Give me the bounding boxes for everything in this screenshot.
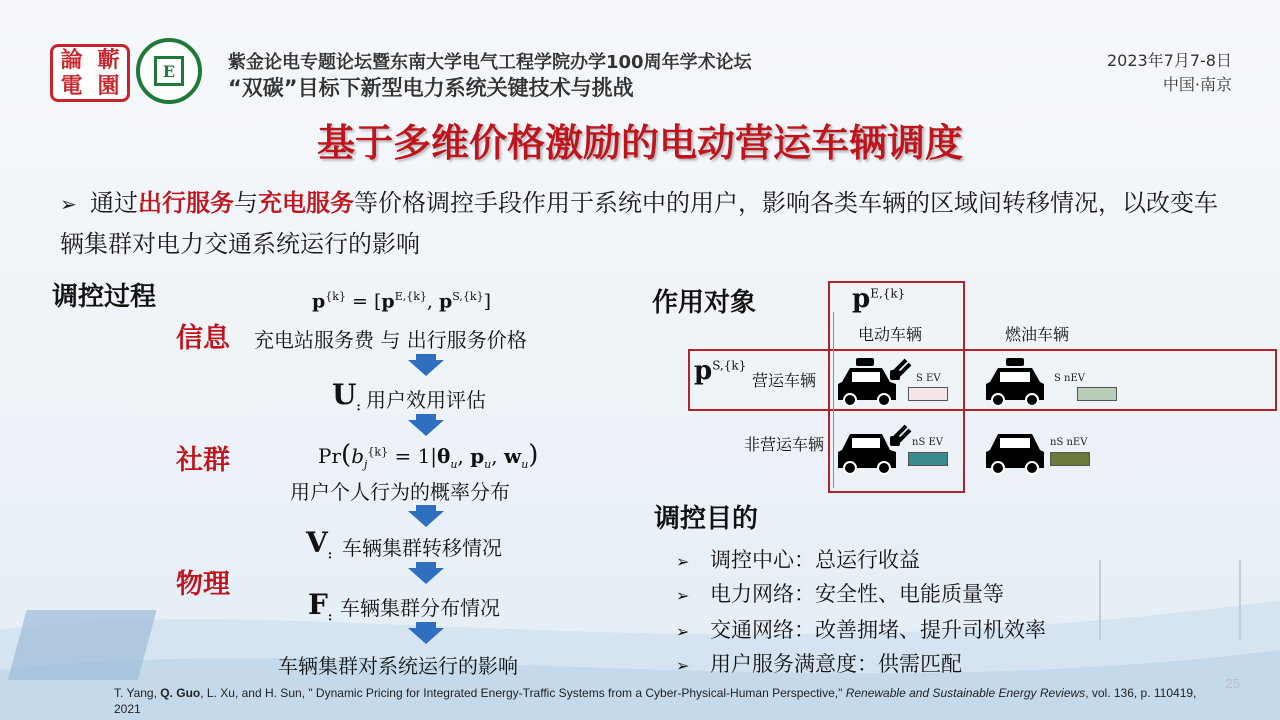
intro-highlight: 充电服务 [258,189,354,217]
flow-step-behavior: 用户个人行为的概率分布 [290,480,510,504]
bullet-icon: ➢ [676,656,690,675]
physical-label: 物理 [176,569,230,600]
seal-char: 園 [97,73,120,99]
swatch-label: S nEV [1054,373,1085,384]
seal-logo [50,44,130,102]
intro-text: 通过 [90,189,138,217]
intro-text: 等价格调控手段作用于系统中的用户，影响各类车辆的区域间转移情况，以改变车辆集群对电力交通系统运行的影响 [60,189,1218,258]
swatch-s-ev [908,387,948,401]
event-location: 中国·南京 [1162,75,1232,94]
bullet-icon: ➢ [676,586,690,605]
down-arrow-icon [408,562,444,584]
fuel-taxi-icon [984,356,1048,408]
bullet-icon: ➢ [676,552,690,571]
slide-title: 基于多维价格激励的电动营运车辆调度 [316,121,963,165]
info-label: 信息 [176,323,230,354]
swatch-ns-nev [1050,452,1090,466]
flow-step-utility: 用户效用评估 [366,388,486,412]
university-logo [136,38,202,104]
social-label: 社群 [176,445,230,476]
reference-citation: T. Yang, Q. Guo, L. Xu, and H. Sun, " Dynamic Pricing for Integrated Energy-Traffic Systems from a Cyber-Physical-Human Perspective," Renewable and Sustainable Energy Reviews, vol. 136, p. 110419, 2021 [114,686,1197,716]
electric-car-icon [836,420,916,476]
swatch-ns-ev [908,452,948,466]
down-arrow-icon [408,622,444,644]
bullet-icon: ➢ [676,622,690,641]
intro-highlight: 出行服务 [138,189,234,217]
intro-paragraph [60,183,1230,264]
flow-step-impact: 车辆集群对系统运行的影响 [278,654,518,678]
down-arrow-icon [408,414,444,436]
goal-heading: 调控目的 [654,504,759,534]
swatch-label: S EV [916,373,941,384]
goal-item: ➢ 交通网络：改善拥堵、提升司机效率 [676,618,1046,642]
event-date: 2023年7月7-8日 [1106,51,1232,70]
flow-step-distribution: 车辆集群分布情况 [340,596,500,620]
flow-step-transfer: 车辆集群转移情况 [342,536,502,560]
electric-taxi-icon [836,356,916,408]
seal-char: 電 [60,73,83,99]
fuel-car-icon [984,424,1048,476]
down-arrow-icon [408,354,444,376]
swatch-s-nev [1077,387,1117,401]
goal-item: ➢ 用户服务满意度：供需匹配 [676,652,962,676]
seal-char: 論 [60,47,83,73]
table-divider [833,312,834,488]
swatch-label: nS nEV [1050,437,1088,448]
price-vector-formula: $p^{\{k\}} = [p^{E,\{k\}}$, $p^{S,\{k\}}$] [312,290,492,313]
page-number: 25 [1225,676,1240,691]
bullet-icon: ➢ [60,192,77,216]
f-symbol: $F_:$ [308,588,333,624]
goal-item: ➢ 电力网络：安全性、电能质量等 [676,582,1004,606]
pe-label: $p^{E,\{k\}}$ [852,284,906,314]
target-heading: 作用对象 [652,288,757,318]
col-header-ev: 电动车辆 [858,325,923,344]
forum-subtitle: “双碳”目标下新型电力系统关键技术与挑战 [228,76,634,100]
flow-step-pricing: 充电站服务费 与 出行服务价格 [254,328,527,352]
ps-label: $p^{S,\{k\}}$ [694,356,747,386]
v-symbol: $V_:$ [306,526,333,562]
col-header-fuel: 燃油车辆 [1005,325,1070,344]
university-logo-mark: E [154,56,184,86]
row-header-operating: 营运车辆 [752,371,817,390]
swatch-label: nS EV [912,437,943,448]
goal-item: ➢ 调控中心：总运行收益 [676,548,920,572]
probability-formula: $Pr(b_j^{\{k\}} = 1|\theta_u$, $p_u$, $w_u$) [318,440,539,471]
forum-title: 紫金论电专题论坛暨东南大学电气工程学院办学100周年学术论坛 [228,52,752,73]
down-arrow-icon [408,505,444,527]
u-symbol: $U_:$ [332,378,361,414]
intro-text: 与 [234,189,258,217]
row-header-nonoperating: 非营运车辆 [744,435,825,454]
seal-char: 蘄 [97,47,120,73]
process-heading: 调控过程 [52,282,157,312]
